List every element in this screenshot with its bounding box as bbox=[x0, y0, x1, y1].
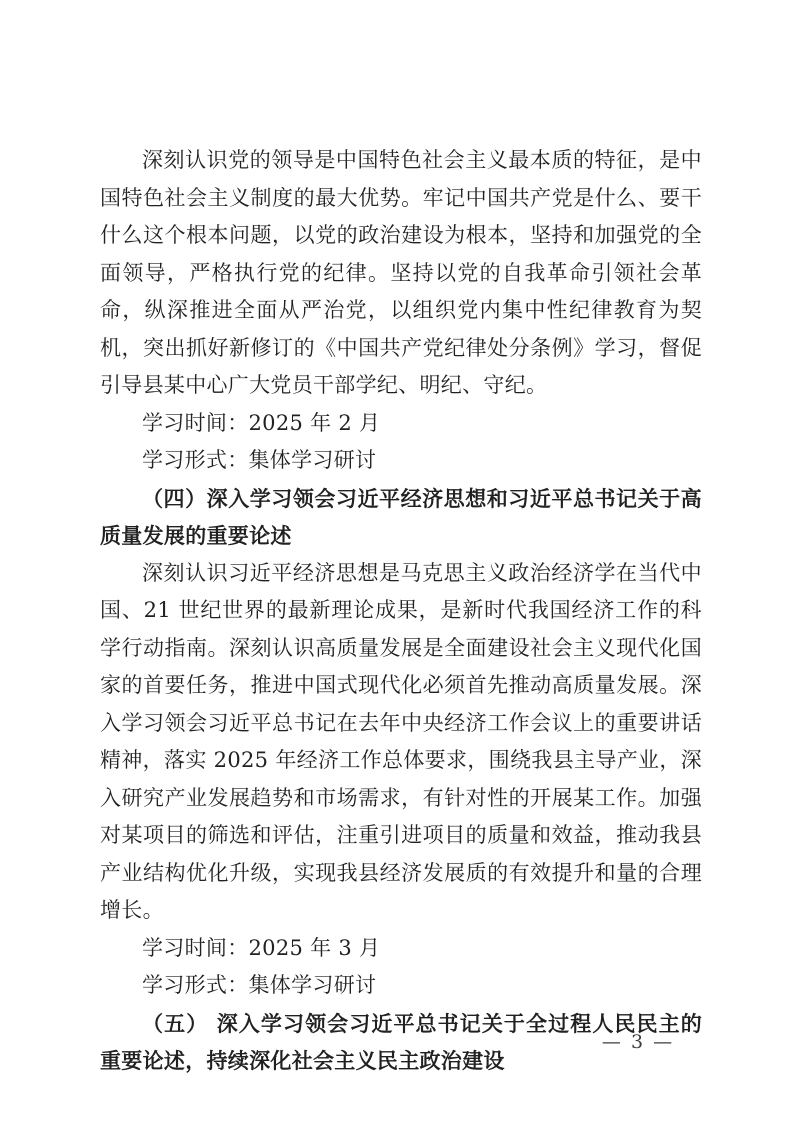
study-time-february: 学习时间：2025 年 2 月 bbox=[142, 410, 381, 435]
section-heading-five: （五） 深入学习领会习近平总书记关于全过程人民民主的重要论述，持续深化社会主义民主政治建设 bbox=[100, 1010, 702, 1073]
paragraph-economic-thought: 深刻认识习近平经济思想是马克思主义政治经济学在当代中国、21 世纪世界的最新理论成果，是新时代我国经济工作的科学行动指南。深刻认识高质量发展是全面建设社会主义现代化国家的首要任务，推进中国式现代化必须首先推动高质量发展。深入学习领会习近平总书记在去年中央经济工作会议上的重要讲话精神，落实 2025 年经济工作总体要求，围绕我县主导产业，深入研究产业发展趋势和市场需求，有针对性的开展某工作。加强对某项目的筛选和评估，注重引进项目的质量和效益，推动我县产业结构优化升级，实现我县经济发展质的有效提升和量的合理增长。 bbox=[100, 560, 702, 922]
document-body bbox=[100, 142, 702, 1080]
page-number: — 3 — bbox=[601, 1031, 675, 1053]
study-format-march: 学习形式：集体学习研讨 bbox=[142, 973, 377, 997]
section-heading-four: （四）深入学习领会习近平经济思想和习近平总书记关于高质量发展的重要论述 bbox=[100, 485, 702, 548]
study-format-february: 学习形式：集体学习研讨 bbox=[142, 448, 377, 472]
study-time-march: 学习时间：2025 年 3 月 bbox=[142, 935, 381, 960]
paragraph-party-leadership: 深刻认识党的领导是中国特色社会主义最本质的特征，是中国特色社会主义制度的最大优势。牢记中国共产党是什么、要干什么这个根本问题，以党的政治建设为根本，坚持和加强党的全面领导，严格执行党的纪律。坚持以党的自我革命引领社会革命，纵深推进全面从严治党，以组织党内集中性纪律教育为契机，突出抓好新修订的《中国共产党纪律处分条例》学习，督促引导县某中心广大党员干部学纪、明纪、守纪。 bbox=[100, 148, 702, 397]
